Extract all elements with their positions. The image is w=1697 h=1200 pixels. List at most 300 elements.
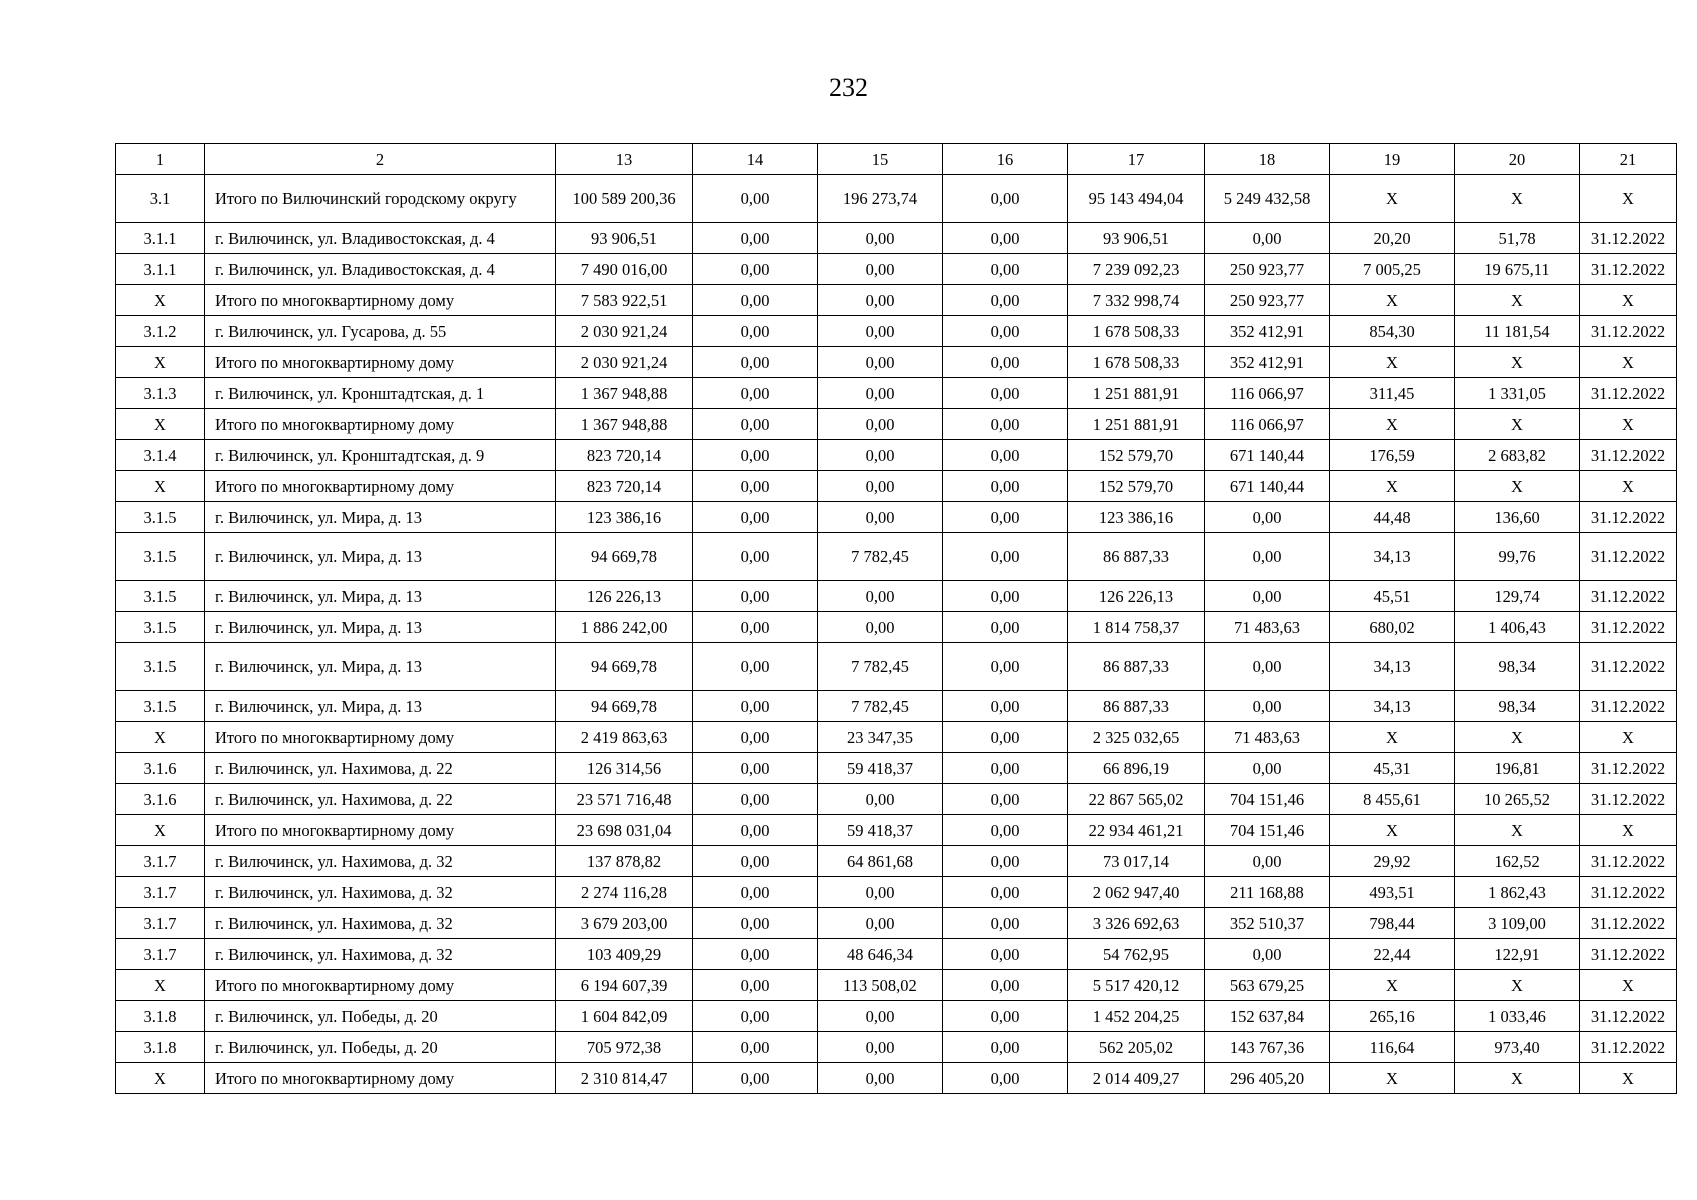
table-row: [116, 471, 1677, 502]
table-cell: 123 386,16: [1068, 502, 1205, 533]
table-cell: 311,45: [1330, 378, 1455, 409]
table-cell: 352 510,37: [1205, 908, 1330, 939]
table-cell: 7 782,45: [818, 643, 943, 691]
table-cell: 3.1.7: [116, 908, 205, 939]
table-cell: 0,00: [818, 409, 943, 440]
table-cell: 31.12.2022: [1580, 877, 1677, 908]
table-row: [116, 285, 1677, 316]
table-cell-name: г. Вилючинск, ул. Победы, д. 20: [205, 1001, 556, 1032]
table-cell-name: г. Вилючинск, ул. Мира, д. 13: [205, 643, 556, 691]
table-cell: 99,76: [1455, 533, 1580, 581]
table-cell-name: г. Вилючинск, ул. Нахимова, д. 32: [205, 939, 556, 970]
table-cell: 671 140,44: [1205, 471, 1330, 502]
table-cell: 0,00: [1205, 533, 1330, 581]
table-row: [116, 846, 1677, 877]
table-cell: 51,78: [1455, 223, 1580, 254]
table-row: [116, 316, 1677, 347]
table-cell: 129,74: [1455, 581, 1580, 612]
table-cell: X: [1330, 409, 1455, 440]
table-cell: 823 720,14: [556, 471, 693, 502]
table-cell: 680,02: [1330, 612, 1455, 643]
table-cell-name: Итого по многоквартирному дому: [205, 815, 556, 846]
table-row: [116, 347, 1677, 378]
table-cell: 563 679,25: [1205, 970, 1330, 1001]
table-row: [116, 409, 1677, 440]
table-row: [116, 970, 1677, 1001]
header-cell: 14: [693, 144, 818, 175]
table-cell: 0,00: [1205, 753, 1330, 784]
table-cell: 493,51: [1330, 877, 1455, 908]
table-cell: 7 239 092,23: [1068, 254, 1205, 285]
table-cell: 0,00: [943, 1063, 1068, 1094]
table-cell: 0,00: [1205, 502, 1330, 533]
table-cell: 0,00: [693, 223, 818, 254]
table-cell: X: [1455, 1063, 1580, 1094]
table-cell: 86 887,33: [1068, 533, 1205, 581]
table-cell-name: г. Вилючинск, ул. Мира, д. 13: [205, 612, 556, 643]
table-cell: 45,31: [1330, 753, 1455, 784]
table-cell: X: [116, 722, 205, 753]
table-cell: 1 886 242,00: [556, 612, 693, 643]
table-row: [116, 440, 1677, 471]
table-cell: X: [1580, 175, 1677, 223]
table-cell: X: [1455, 970, 1580, 1001]
table-cell: 0,00: [818, 316, 943, 347]
table-cell: 250 923,77: [1205, 285, 1330, 316]
table-cell: 0,00: [818, 440, 943, 471]
table-cell: X: [1330, 1063, 1455, 1094]
table-cell: 0,00: [693, 784, 818, 815]
table-cell: 31.12.2022: [1580, 908, 1677, 939]
table-cell-name: г. Вилючинск, ул. Кронштадтская, д. 9: [205, 440, 556, 471]
table-cell: 0,00: [693, 285, 818, 316]
table-row: [116, 643, 1677, 691]
table-cell: 196,81: [1455, 753, 1580, 784]
table-cell: 73 017,14: [1068, 846, 1205, 877]
table-cell: 116 066,97: [1205, 409, 1330, 440]
table-cell: 0,00: [818, 612, 943, 643]
table-cell: 0,00: [693, 691, 818, 722]
table-cell: 71 483,63: [1205, 612, 1330, 643]
table-cell: 7 490 016,00: [556, 254, 693, 285]
table-cell: 34,13: [1330, 533, 1455, 581]
table-cell: X: [1580, 471, 1677, 502]
table-cell: 0,00: [943, 939, 1068, 970]
table-row: [116, 502, 1677, 533]
table-cell: 152 579,70: [1068, 440, 1205, 471]
table-cell: 98,34: [1455, 643, 1580, 691]
table-cell: 126 226,13: [1068, 581, 1205, 612]
table-cell: X: [1330, 285, 1455, 316]
table-cell: 22,44: [1330, 939, 1455, 970]
table-row: [116, 939, 1677, 970]
header-cell: 17: [1068, 144, 1205, 175]
table-cell: X: [1455, 347, 1580, 378]
table-cell: 3.1.3: [116, 378, 205, 409]
table-cell: 31.12.2022: [1580, 581, 1677, 612]
table-cell: 296 405,20: [1205, 1063, 1330, 1094]
table-cell: 0,00: [818, 347, 943, 378]
table-cell: X: [1455, 471, 1580, 502]
table-cell: 0,00: [693, 409, 818, 440]
table-row: [116, 254, 1677, 285]
table-cell: 0,00: [943, 347, 1068, 378]
table-cell: 103 409,29: [556, 939, 693, 970]
table-cell: 0,00: [693, 347, 818, 378]
header-cell: 21: [1580, 144, 1677, 175]
table-cell: 3 326 692,63: [1068, 908, 1205, 939]
table-cell: 54 762,95: [1068, 939, 1205, 970]
table-cell: 250 923,77: [1205, 254, 1330, 285]
table-row: [116, 533, 1677, 581]
table-cell: 122,91: [1455, 939, 1580, 970]
table-cell: X: [1455, 722, 1580, 753]
table-cell: 2 325 032,65: [1068, 722, 1205, 753]
table-cell: 0,00: [818, 1032, 943, 1063]
table-cell: 1 331,05: [1455, 378, 1580, 409]
table-cell: 176,59: [1330, 440, 1455, 471]
table-cell: 31.12.2022: [1580, 533, 1677, 581]
table-cell: 6 194 607,39: [556, 970, 693, 1001]
table-cell: X: [1580, 1063, 1677, 1094]
table-cell: 0,00: [818, 877, 943, 908]
table-cell: 823 720,14: [556, 440, 693, 471]
table-cell: 0,00: [943, 223, 1068, 254]
table-cell: 1 367 948,88: [556, 378, 693, 409]
table-cell: 0,00: [943, 877, 1068, 908]
table-cell: 0,00: [818, 1063, 943, 1094]
table-cell-name: г. Вилючинск, ул. Победы, д. 20: [205, 1032, 556, 1063]
table-cell: 0,00: [943, 722, 1068, 753]
table-cell: 48 646,34: [818, 939, 943, 970]
data-table: [115, 143, 1677, 1094]
table-cell: 98,34: [1455, 691, 1580, 722]
table-cell: 8 455,61: [1330, 784, 1455, 815]
table-cell-name: Итого по многоквартирному дому: [205, 970, 556, 1001]
table-body: [116, 144, 1677, 1094]
table-cell: 126 314,56: [556, 753, 693, 784]
table-cell: 0,00: [1205, 643, 1330, 691]
table-cell: 66 896,19: [1068, 753, 1205, 784]
table-cell: 0,00: [693, 581, 818, 612]
header-cell: 20: [1455, 144, 1580, 175]
table-cell: 71 483,63: [1205, 722, 1330, 753]
table-cell: 136,60: [1455, 502, 1580, 533]
table-cell: 126 226,13: [556, 581, 693, 612]
table-cell: 0,00: [693, 316, 818, 347]
table-cell: 0,00: [693, 471, 818, 502]
table-cell: 3 679 203,00: [556, 908, 693, 939]
table-cell: 2 419 863,63: [556, 722, 693, 753]
table-header-row: [116, 144, 1677, 175]
table-cell: 31.12.2022: [1580, 223, 1677, 254]
table-cell: 0,00: [943, 378, 1068, 409]
table-cell: X: [1330, 970, 1455, 1001]
table-cell-name: г. Вилючинск, ул. Кронштадтская, д. 1: [205, 378, 556, 409]
table-cell: 1 678 508,33: [1068, 316, 1205, 347]
table-cell: 3.1.5: [116, 612, 205, 643]
table-cell: X: [116, 815, 205, 846]
table-cell: 0,00: [818, 784, 943, 815]
table-cell: 798,44: [1330, 908, 1455, 939]
table-cell: 31.12.2022: [1580, 316, 1677, 347]
table-cell: 3.1.6: [116, 753, 205, 784]
table-cell: 5 517 420,12: [1068, 970, 1205, 1001]
table-cell: 44,48: [1330, 502, 1455, 533]
table-cell: 0,00: [693, 939, 818, 970]
table-cell: 0,00: [693, 722, 818, 753]
table-cell: 265,16: [1330, 1001, 1455, 1032]
table-cell: 3.1.1: [116, 254, 205, 285]
header-cell: 15: [818, 144, 943, 175]
table-cell: 3.1: [116, 175, 205, 223]
table-cell: 31.12.2022: [1580, 612, 1677, 643]
table-cell: 0,00: [693, 753, 818, 784]
table-cell: 137 878,82: [556, 846, 693, 877]
page-number: 232: [829, 73, 868, 102]
table-cell: 0,00: [693, 533, 818, 581]
table-cell-name: г. Вилючинск, ул. Нахимова, д. 32: [205, 877, 556, 908]
table-cell: 3.1.5: [116, 502, 205, 533]
header-cell: 16: [943, 144, 1068, 175]
table-cell: 0,00: [943, 846, 1068, 877]
table-cell: 0,00: [943, 970, 1068, 1001]
table-cell: 31.12.2022: [1580, 254, 1677, 285]
table-cell: X: [116, 409, 205, 440]
table-cell: 1 604 842,09: [556, 1001, 693, 1032]
table-cell: 86 887,33: [1068, 643, 1205, 691]
table-cell: 59 418,37: [818, 815, 943, 846]
table-row: [116, 223, 1677, 254]
table-cell: 352 412,91: [1205, 316, 1330, 347]
table-cell: X: [1580, 347, 1677, 378]
table-cell: X: [1455, 815, 1580, 846]
table-cell: 31.12.2022: [1580, 440, 1677, 471]
table-cell: 0,00: [943, 175, 1068, 223]
table-cell-name: г. Вилючинск, ул. Владивостокская, д. 4: [205, 254, 556, 285]
table-cell: 0,00: [693, 877, 818, 908]
table-cell: 1 678 508,33: [1068, 347, 1205, 378]
table-cell: 0,00: [693, 440, 818, 471]
table-cell: 116 066,97: [1205, 378, 1330, 409]
table-cell: 2 310 814,47: [556, 1063, 693, 1094]
table-cell: 31.12.2022: [1580, 846, 1677, 877]
table-cell: 0,00: [818, 471, 943, 502]
table-cell: 0,00: [943, 440, 1068, 471]
table-cell: X: [1580, 285, 1677, 316]
table-cell: 113 508,02: [818, 970, 943, 1001]
table-cell: X: [116, 285, 205, 316]
table-cell: 123 386,16: [556, 502, 693, 533]
table-cell: 0,00: [1205, 846, 1330, 877]
table-cell: 0,00: [693, 815, 818, 846]
table-cell-name: Итого по Вилючинский городскому округу: [205, 175, 556, 223]
table-cell: 31.12.2022: [1580, 784, 1677, 815]
table-cell: 94 669,78: [556, 533, 693, 581]
table-cell: 0,00: [693, 1032, 818, 1063]
table-cell: 0,00: [693, 378, 818, 409]
table-cell: 0,00: [943, 471, 1068, 502]
table-cell: 7 583 922,51: [556, 285, 693, 316]
table-cell: 95 143 494,04: [1068, 175, 1205, 223]
table-row: [116, 1001, 1677, 1032]
table-cell: 7 782,45: [818, 533, 943, 581]
table-row: [116, 691, 1677, 722]
table-cell: 0,00: [943, 254, 1068, 285]
table-cell: 1 251 881,91: [1068, 409, 1205, 440]
table-cell: 59 418,37: [818, 753, 943, 784]
table-cell: 23 347,35: [818, 722, 943, 753]
table-cell: 2 683,82: [1455, 440, 1580, 471]
table-cell: 0,00: [818, 1001, 943, 1032]
table-cell: 7 005,25: [1330, 254, 1455, 285]
table-cell: 3.1.7: [116, 939, 205, 970]
table-cell: 1 862,43: [1455, 877, 1580, 908]
table-cell: 0,00: [943, 1001, 1068, 1032]
table-cell: X: [1455, 175, 1580, 223]
table-cell: 94 669,78: [556, 643, 693, 691]
table-cell: 31.12.2022: [1580, 643, 1677, 691]
table-cell-name: г. Вилючинск, ул. Нахимова, д. 22: [205, 784, 556, 815]
table-cell-name: г. Вилючинск, ул. Мира, д. 13: [205, 691, 556, 722]
table-row: [116, 815, 1677, 846]
table-cell: 31.12.2022: [1580, 691, 1677, 722]
table-cell: 0,00: [943, 409, 1068, 440]
table-cell-name: г. Вилючинск, ул. Гусарова, д. 55: [205, 316, 556, 347]
table-cell: 116,64: [1330, 1032, 1455, 1063]
table-cell: 0,00: [1205, 581, 1330, 612]
table-cell: 0,00: [943, 581, 1068, 612]
table-cell: 152 579,70: [1068, 471, 1205, 502]
table-cell: 3.1.4: [116, 440, 205, 471]
table-cell: 3.1.2: [116, 316, 205, 347]
table-cell: 1 452 204,25: [1068, 1001, 1205, 1032]
header-cell: 13: [556, 144, 693, 175]
table-cell: 31.12.2022: [1580, 1032, 1677, 1063]
table-cell: 973,40: [1455, 1032, 1580, 1063]
table-cell: 31.12.2022: [1580, 378, 1677, 409]
table-cell: 1 251 881,91: [1068, 378, 1205, 409]
table-cell-name: г. Вилючинск, ул. Мира, д. 13: [205, 502, 556, 533]
table-cell-name: Итого по многоквартирному дому: [205, 285, 556, 316]
table-cell: 94 669,78: [556, 691, 693, 722]
table-cell: X: [1330, 815, 1455, 846]
table-cell: X: [1330, 175, 1455, 223]
table-cell: 562 205,02: [1068, 1032, 1205, 1063]
table-cell: 0,00: [693, 612, 818, 643]
table-cell: X: [1580, 409, 1677, 440]
table-cell-name: г. Вилючинск, ул. Нахимова, д. 22: [205, 753, 556, 784]
table-cell: 211 168,88: [1205, 877, 1330, 908]
table-cell: 23 571 716,48: [556, 784, 693, 815]
table-row: [116, 378, 1677, 409]
table-cell-name: Итого по многоквартирному дому: [205, 471, 556, 502]
table-cell: 29,92: [1330, 846, 1455, 877]
table-cell: 3.1.5: [116, 581, 205, 612]
table-cell: 93 906,51: [556, 223, 693, 254]
table-cell: 0,00: [1205, 939, 1330, 970]
table-cell: 31.12.2022: [1580, 502, 1677, 533]
table-cell: 3.1.5: [116, 533, 205, 581]
table-cell-name: Итого по многоквартирному дому: [205, 409, 556, 440]
table-cell: 0,00: [1205, 223, 1330, 254]
header-cell: 18: [1205, 144, 1330, 175]
table-cell: 0,00: [693, 846, 818, 877]
table-cell: 0,00: [693, 502, 818, 533]
table-row: [116, 877, 1677, 908]
table-cell: 64 861,68: [818, 846, 943, 877]
table-cell: 1 814 758,37: [1068, 612, 1205, 643]
table-cell: X: [1330, 471, 1455, 502]
table-row: [116, 753, 1677, 784]
table-cell-name: г. Вилючинск, ул. Владивостокская, д. 4: [205, 223, 556, 254]
table-cell: 854,30: [1330, 316, 1455, 347]
table-cell-name: г. Вилючинск, ул. Нахимова, д. 32: [205, 908, 556, 939]
table-cell-name: Итого по многоквартирному дому: [205, 722, 556, 753]
table-cell: 86 887,33: [1068, 691, 1205, 722]
table-cell: X: [1455, 409, 1580, 440]
table-cell: 3.1.7: [116, 846, 205, 877]
table-row: [116, 784, 1677, 815]
table-cell: 0,00: [1205, 691, 1330, 722]
table-cell: 2 030 921,24: [556, 316, 693, 347]
table-cell-name: г. Вилючинск, ул. Мира, д. 13: [205, 581, 556, 612]
table-cell: 704 151,46: [1205, 815, 1330, 846]
table-cell: 0,00: [818, 254, 943, 285]
table-cell: X: [116, 471, 205, 502]
table-cell: 705 972,38: [556, 1032, 693, 1063]
table-cell: 143 767,36: [1205, 1032, 1330, 1063]
table-cell: 10 265,52: [1455, 784, 1580, 815]
table-cell: 2 274 116,28: [556, 877, 693, 908]
table-cell: X: [1580, 970, 1677, 1001]
table-cell: 3.1.7: [116, 877, 205, 908]
table-cell: X: [116, 347, 205, 378]
table-cell-name: Итого по многоквартирному дому: [205, 347, 556, 378]
table-cell: X: [1330, 722, 1455, 753]
table-cell: 0,00: [818, 285, 943, 316]
table-cell: 0,00: [693, 254, 818, 285]
table-cell: 0,00: [943, 643, 1068, 691]
table-cell: 0,00: [943, 612, 1068, 643]
table-cell: 45,51: [1330, 581, 1455, 612]
table-cell: 0,00: [943, 316, 1068, 347]
table-cell: 3.1.5: [116, 691, 205, 722]
table-cell: 0,00: [943, 908, 1068, 939]
table-cell: 704 151,46: [1205, 784, 1330, 815]
header-cell: 19: [1330, 144, 1455, 175]
table-cell: 7 332 998,74: [1068, 285, 1205, 316]
table-cell: X: [1330, 347, 1455, 378]
table-row: [116, 175, 1677, 223]
table-cell-name: г. Вилючинск, ул. Нахимова, д. 32: [205, 846, 556, 877]
table-cell: 0,00: [943, 815, 1068, 846]
table-cell: 7 782,45: [818, 691, 943, 722]
table-cell: 0,00: [693, 908, 818, 939]
table-cell: 3.1.5: [116, 643, 205, 691]
table-cell: 22 867 565,02: [1068, 784, 1205, 815]
table-cell: 0,00: [693, 175, 818, 223]
table-cell: 3.1.8: [116, 1032, 205, 1063]
table-cell: 0,00: [818, 581, 943, 612]
table-cell: 3.1.6: [116, 784, 205, 815]
table-cell: 22 934 461,21: [1068, 815, 1205, 846]
table-cell: 0,00: [818, 223, 943, 254]
table-cell: 152 637,84: [1205, 1001, 1330, 1032]
header-cell: 1: [116, 144, 205, 175]
table-cell: 1 367 948,88: [556, 409, 693, 440]
table-cell: 1 033,46: [1455, 1001, 1580, 1032]
